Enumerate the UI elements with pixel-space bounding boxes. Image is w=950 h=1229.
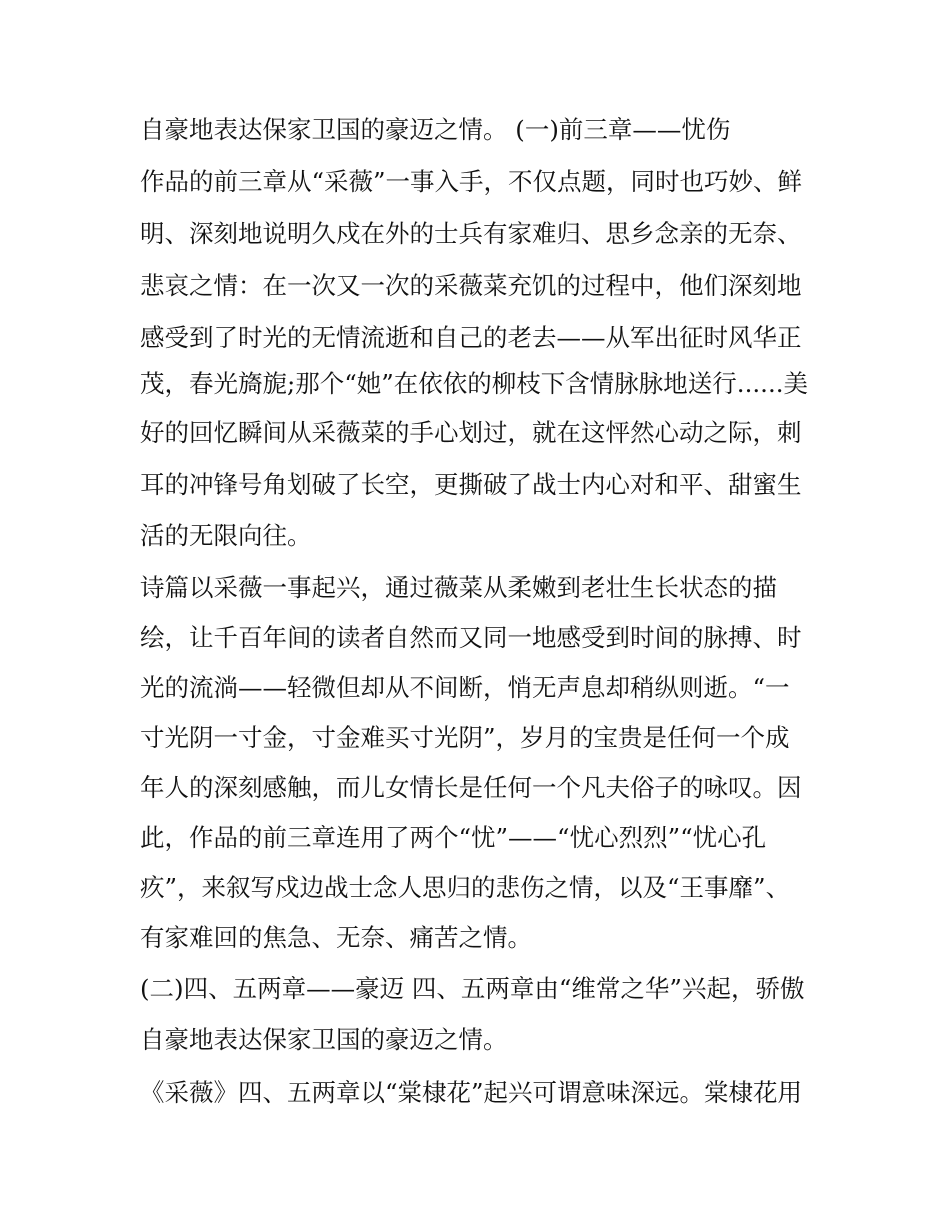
text-line: 茂，春光旖旎;那个“她”在依依的柳枝下含情脉脉地送行......美 (140, 369, 809, 398)
text-line: 此，作品的前三章连用了两个“忧”——“忧心烈烈”“忧心孔 (140, 823, 767, 852)
text-line: 耳的冲锋号角划破了长空，更撕破了战士内心对和平、甜蜜生 (140, 470, 802, 499)
text-line: (二)四、五两章——豪迈 四、五两章由“维常之华”兴起，骄傲 (140, 974, 805, 1003)
text-line: 作品的前三章从“采薇”一事入手，不仅点题，同时也巧妙、鲜 (140, 167, 803, 196)
text-line: 悲哀之情：在一次又一次的采薇菜充饥的过程中，他们深刻地 (140, 271, 802, 300)
text-line: 寸光阴一寸金，寸金难买寸光阴”，岁月的宝贵是任何一个成 (140, 723, 790, 752)
text-line: 光的流淌——轻微但却从不间断，悄无声息却稍纵则逝。“一 (140, 673, 790, 702)
text-line: 感受到了时光的无情流逝和自己的老去——从军出征时风华正 (140, 323, 802, 352)
text-line: 《采薇》四、五两章以“棠棣花”起兴可谓意味深远。棠棣花用 (140, 1078, 803, 1107)
text-line: 活的无限向往。 (140, 521, 312, 550)
text-line: 自豪地表达保家卫国的豪迈之情。 (一)前三章——忧伤 (140, 115, 731, 144)
text-line: 绘，让千百年间的读者自然而又同一地感受到时间的脉搏、时 (140, 623, 802, 652)
text-line: 年人的深刻感触，而儿女情长是任何一个凡夫俗子的咏叹。因 (140, 773, 802, 802)
text-line: 自豪地表达保家卫国的豪迈之情。 (140, 1025, 508, 1054)
text-line: 好的回忆瞬间从采薇菜的手心划过，就在这怦然心动之际，刺 (140, 418, 802, 447)
text-line: 有家难回的焦急、无奈、痛苦之情。 (140, 923, 532, 952)
text-line: 诗篇以采薇一事起兴，通过薇菜从柔嫩到老壮生长状态的描 (140, 573, 777, 602)
text-line: 明、深刻地说明久戍在外的士兵有家难归、思乡念亲的无奈、 (140, 219, 802, 248)
text-line: 疚”，来叙写戍边战士念人思归的悲伤之情，以及“王事靡”、 (140, 873, 791, 902)
